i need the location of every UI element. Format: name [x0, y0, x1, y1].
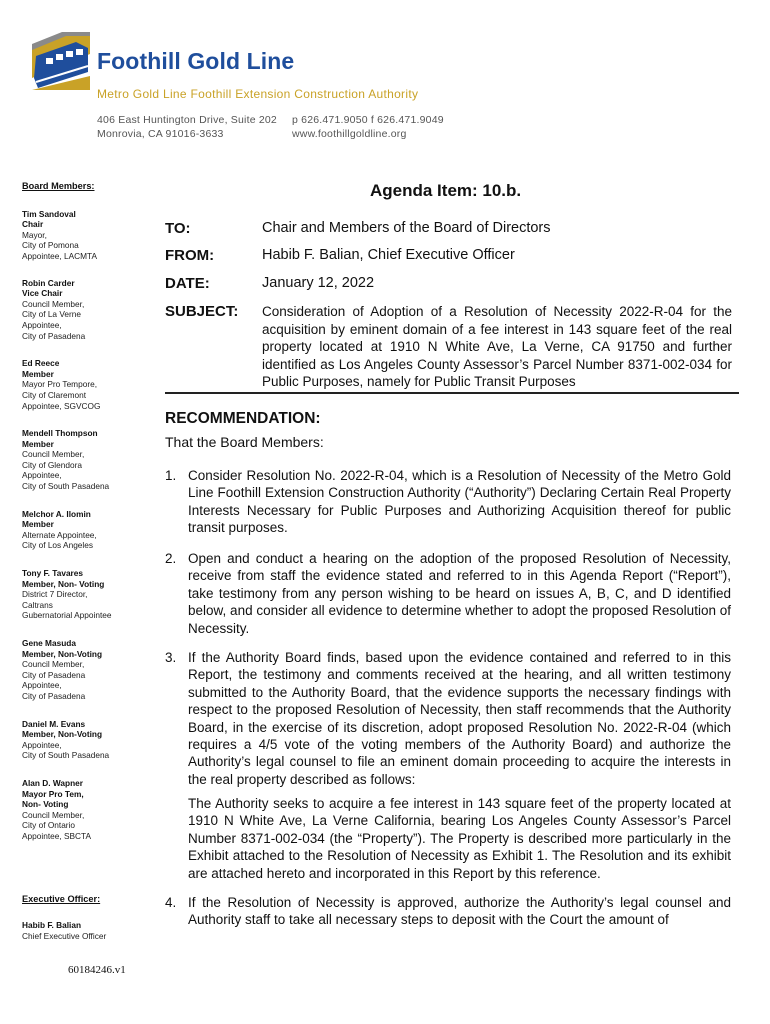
board-member	[22, 358, 147, 411]
member-detail: Council Member,	[22, 659, 85, 670]
board-member	[22, 209, 147, 262]
recommendation-item	[165, 894, 731, 929]
member-name: Mendell Thompson	[22, 428, 98, 439]
member-detail: City of Glendora	[22, 459, 82, 470]
recommendation-heading: RECOMMENDATION:	[165, 410, 321, 427]
subject-value: Consideration of Adoption of a Resolution of Necessity 2022-R-04 for the acquisition by eminent domain of a fee interest in 143 square feet of the real property located at 1910 N White Ave, La Verne, CA 91750 and further identified as Los Angeles County Assessor’s Parcel Number 8371-002-034 for Public Purposes, namely for Public Transit Purposes	[262, 304, 732, 390]
member-role: Member	[22, 519, 54, 530]
member-name: Robin Carder	[22, 277, 75, 288]
member-detail: Council Member,	[22, 809, 85, 820]
member-role: Member, Non-Voting	[22, 729, 103, 740]
member-role: Chair	[22, 219, 44, 230]
member-detail: Mayor,	[22, 229, 47, 240]
executive-officer-title: Chief Executive Officer	[22, 930, 107, 941]
property-description: The Authority seeks to acquire a fee interest in 143 square feet of the property located at 1910 N White Ave, La Verne California, bearing Los Angeles County Assessor’s Parcel Number 8371-002-034 (the “Property”). The Property is described more particularly in the Exhibit attached to the Resolution of Necessity as Exhibit 1. The Resolution and its exhibit are attached hereto and incorporated in this Report by this reference.	[188, 796, 731, 881]
member-detail: City of South Pasadena	[22, 750, 110, 761]
member-detail: City of Claremont	[22, 389, 87, 400]
section-divider	[165, 392, 739, 394]
item-number: 2.	[165, 551, 177, 566]
board-members-heading: Board Members:	[22, 181, 95, 191]
item-number: 3.	[165, 650, 177, 665]
recommendation-item	[165, 649, 731, 788]
item-text: If the Authority Board finds, based upon the evidence contained and referred to in this Report, the testimony and comments received at the hearing, and all written testimony submitted to the Authority Board, that the evidence supports the necessary findings with respect to the proposed Resolution of Necessity, then staff recommends that the Authority Board, in the exercise of its discretion, adopt proposed Resolution No. 2022-R-04 (which requires a 4/5 vote of the voting members of the Authority Board) and authorize the Authority’s legal counsel to file an eminent domain proceeding to acquire the interests in the real property described as follows:	[188, 650, 731, 787]
member-detail: City of Los Angeles	[22, 540, 94, 551]
board-sidebar	[22, 181, 147, 941]
org-address	[97, 113, 277, 141]
member-detail: Appointee,	[22, 739, 62, 750]
member-detail: Appointee,	[22, 319, 62, 330]
board-member	[22, 509, 147, 551]
recommendation-item	[165, 467, 731, 537]
board-member	[22, 638, 147, 702]
member-detail: Appointee, SBCTA	[22, 830, 92, 841]
executive-officer-name: Habib F. Balian	[22, 920, 82, 931]
from-value: Habib F. Balian, Chief Executive Officer	[262, 247, 515, 263]
agenda-item-title: Agenda Item: 10.b.	[370, 181, 522, 200]
subject-label: SUBJECT:	[165, 303, 239, 320]
to-value: Chair and Members of the Board of Directors	[262, 220, 551, 236]
board-member	[22, 719, 147, 761]
foothill-gold-line-logo	[32, 32, 90, 90]
member-detail: Mayor Pro Tempore,	[22, 379, 98, 390]
member-detail: City of Pasadena	[22, 330, 86, 341]
item-number: 4.	[165, 895, 177, 910]
org-name: Foothill Gold Line	[97, 48, 295, 74]
member-name: Tim Sandoval	[22, 208, 76, 219]
member-detail: Gubernatorial Appointee	[22, 610, 112, 621]
from-label: FROM:	[165, 247, 215, 264]
member-detail: City of Pasadena	[22, 690, 86, 701]
member-detail: Appointee,	[22, 680, 62, 691]
member-detail: Appointee, SGVCOG	[22, 400, 101, 411]
org-contact	[292, 113, 444, 141]
member-detail: City of Pasadena	[22, 669, 86, 680]
member-name: Alan D. Wapner	[22, 777, 84, 788]
website: www.foothillgoldline.org	[292, 128, 407, 140]
member-role: Member	[22, 438, 54, 449]
member-detail: District 7 Director,	[22, 589, 88, 600]
member-detail: City of South Pasadena	[22, 481, 110, 492]
date-label: DATE:	[165, 275, 210, 292]
executive-officer-heading: Executive Officer:	[22, 893, 101, 904]
member-detail: Caltrans	[22, 599, 53, 610]
phone-fax: p 626.471.9050 f 626.471.9049	[292, 114, 444, 126]
board-member	[22, 428, 147, 492]
board-member	[22, 568, 147, 621]
member-name: Ed Reece	[22, 358, 60, 369]
member-role: Vice Chair	[22, 288, 63, 299]
document-id: 60184246.v1	[68, 964, 126, 976]
address-line-1: 406 East Huntington Drive, Suite 202	[97, 114, 277, 126]
member-detail: Appointee, LACMTA	[22, 250, 98, 261]
member-name: Gene Masuda	[22, 638, 76, 648]
board-member	[22, 778, 147, 842]
item-text: Open and conduct a hearing on the adoption of the proposed Resolution of Necessity, receive from staff the evidence stated and referred to in this Agenda Report (“Report”), take testimony from any person wishing to be heard on issues A, B, C, and D identified below, and consider all evidence to determine whether to adopt the proposed Resolution of Necessity.	[188, 551, 731, 636]
member-role: Member, Non- Voting	[22, 578, 105, 589]
item-text: If the Resolution of Necessity is approved, authorize the Authority’s legal counsel and Authority staff to take all necessary steps to deposit with the Court the amount of	[188, 895, 731, 928]
recommendation-item	[165, 550, 731, 637]
member-detail: City of Ontario	[22, 820, 76, 831]
member-detail: Alternate Appointee,	[22, 529, 97, 540]
date-value: January 12, 2022	[262, 275, 375, 291]
item-text: Consider Resolution No. 2022-R-04, which is a Resolution of Necessity of the Metro Gold Line Foothill Extension Construction Authority (“Authority”) Declaring Certain Real Property Interests Necessary for Public Purposes and Authorizing Acquisition thereof for public transit purposes.	[188, 468, 731, 536]
member-detail: Council Member,	[22, 298, 85, 309]
address-line-2: Monrovia, CA 91016-3633	[97, 128, 224, 140]
member-role: Mayor Pro Tem, Non- Voting	[22, 788, 84, 810]
member-detail: City of La Verne	[22, 309, 82, 320]
recommendation-intro: That the Board Members:	[165, 434, 324, 450]
member-role: Member, Non-Voting	[22, 648, 103, 659]
member-detail: Council Member,	[22, 449, 85, 460]
member-name: Melchor A. Ilomin	[22, 508, 91, 519]
member-role: Member	[22, 368, 54, 379]
to-label: TO:	[165, 220, 191, 237]
member-detail: Appointee,	[22, 470, 62, 481]
member-name: Daniel M. Evans	[22, 718, 86, 729]
org-subtitle: Metro Gold Line Foothill Extension Construction Authority	[97, 87, 419, 101]
member-detail: City of Pomona	[22, 240, 79, 251]
member-name: Tony F. Tavares	[22, 568, 84, 579]
board-member	[22, 278, 147, 342]
item-number: 1.	[165, 468, 177, 483]
